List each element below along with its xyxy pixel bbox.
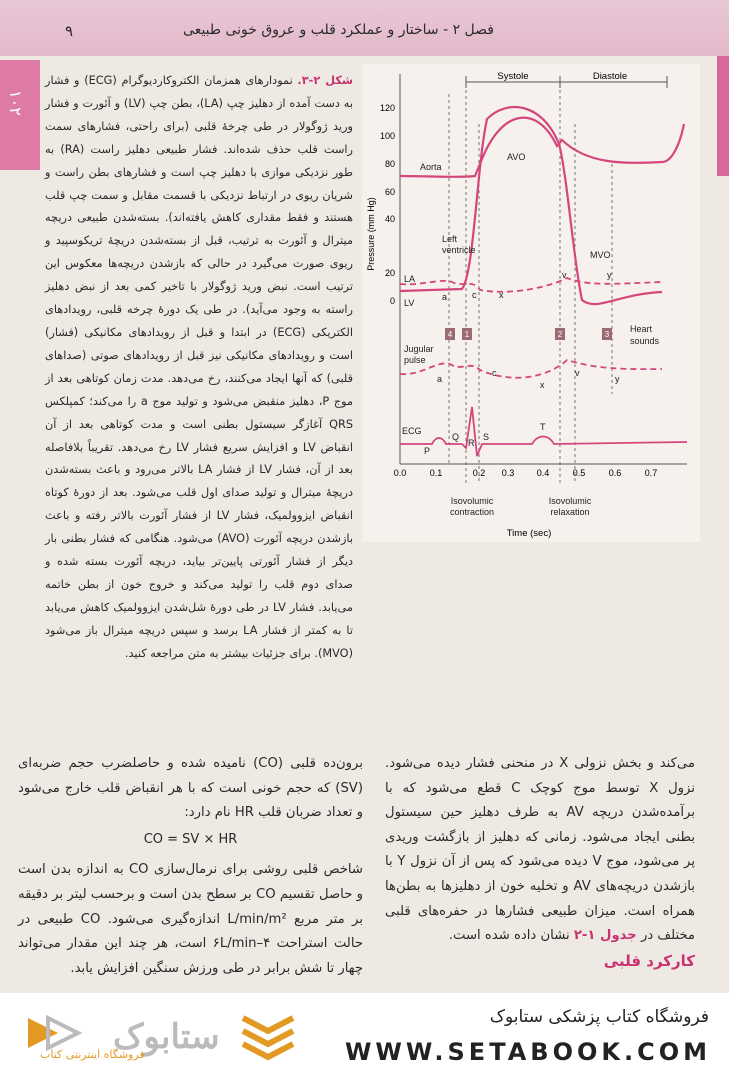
setabook-logo — [18, 1003, 318, 1073]
jug-c-label: c — [492, 368, 497, 378]
lv-curve — [400, 107, 662, 304]
lv-label: LV — [404, 298, 415, 308]
ytick: 40 — [384, 214, 395, 224]
paragraph-text: نشان داده شده است. — [448, 928, 574, 944]
section-heading: کارکرد قلبی — [603, 951, 695, 970]
figure-caption — [45, 70, 353, 666]
systole-label: Systole — [497, 71, 529, 82]
ytick: 80 — [384, 159, 395, 169]
t-wave-label: T — [540, 422, 546, 432]
page-number: ۹ — [65, 22, 74, 40]
avo-label: AVO — [507, 152, 526, 162]
jugular-label-1: Jugular — [404, 344, 434, 354]
paragraph: شاخص قلبی روشی برای نرمال‌سازی CO به اندازه بدن است و حاصل تقسیم CO بر سطح بدن است و برحسب لیتر بر دقیقه بر متر مربع L/min/m² اندازه‌گیری می‌شود. CO طبیعی در حالت استراحت ۶L/min–۴ است، هر چند این مقدار می‌تواند چهار تا شش برابر در طی ورزش سنگین افزایش یابد. — [18, 862, 363, 976]
jug-x-label: x — [540, 380, 545, 390]
ytick: 100 — [379, 131, 395, 141]
logo-subtitle: فروشگاه اینترنتی کتاب — [40, 1048, 145, 1061]
xtick: 0.4 — [536, 468, 550, 478]
side-tab-label: ۱۰۲ — [6, 90, 25, 116]
caption-text: نمودارهای همزمان الکتروکاردیوگرام (ECG) و فشار به دست آمده از دهلیز چپ (LA)، بطن چپ (LV) و آئورت و فشار ورید ژوگولار در طی چرخهٔ قلبی (برای راحتی، فشارهای سمت راست قلب حذف شده‌اند. فشار طبیعی دهلیز راست (RA) به طور نزدیکی موازی با دهلیز چپ است و فشارهای بطن راست و شریان ریوی در ارتباط نزدیکی با قسمت مقابل و سمت چپ قلب هستند و فقط مقداری کاهش یافته‌اند). بسته‌شدن طبیعی دریچه میترال و آئورت به ترتیب، قبل از بسته‌شدن دریچهٔ تریکوسپید و ریوی صورت می‌گیرد در حالی که بازشدن دریچه‌ها معکوس این ترتیب است. نبض ورید ژوگولار با تاخیر کمی بعد از نبض دهلیز راسته به وجود می‌آید). در طی یک دورهٔ چرخه قلبی، رویدادهای الکتریکی (ECG) در ابتدا و قبل از رویدادهای مکانیکی (فشار) است و رویدادهای مکانیکی نیز قبل از رویدادهای صوتی (صداهای قلبی) که آنها ایجاد می‌کنند، رخ می‌دهد. مدت زمان کوتاهی بعد از موج P، دهلیز منقبض می‌شود و تولید موج a را می‌کند؛ کمپلکس QRS آغازگر سیستول بطنی است و مدت کوتاهی بعد از آن انقباض LV و افزایش سریع فشار LV رخ می‌دهد. تقریباً بلافاصله بعد از آن، فشار LV از فشار LA بالاتر می‌رود و باعث بسته‌شدن دریچهٔ میترال و تولید صدای اول قلب می‌شود. بعد از دورهٔ کوتاه انقباض ایزوولمیک، فشار LV از فشار آئورت بالاتر رفته و باعث بازشدن دریچه آئورت (AVO) می‌شود. هنگامی که فشار بطنی بار دیگر از فشار آئورتی پایین‌تر بیاید، دریچه آئورت بسته شده و صدای دوم قلب را تولید می‌کند و خروج خون از بطن خاتمه می‌یابد. فشار LV در طی دورهٔ شل‌شدن ایزوولمیک کاهش می‌یابد تا به کمتر از فشار LA برسد و سپس دریچه میترال باز می‌شود (MVO). برای جزئیات بیشتر به متن مراجعه کنید. — [45, 74, 354, 660]
sound-1-label: 1 — [464, 330, 470, 339]
la-label: LA — [404, 274, 416, 284]
x-descent-label: x — [499, 290, 504, 300]
store-footer — [0, 993, 729, 1080]
aorta-curve — [400, 118, 684, 177]
xtick: 0.5 — [572, 468, 586, 478]
ytick: 120 — [379, 103, 395, 113]
sound-4-label: 4 — [447, 330, 453, 339]
jugular-label-2: pulse — [404, 355, 426, 365]
y-axis-label: Pressure (mm Hg) — [366, 197, 376, 271]
lv-label-1: Left — [442, 234, 458, 244]
xtick: 0.6 — [608, 468, 622, 478]
s-wave-label: S — [483, 432, 490, 442]
heart-sounds-label-1: Heart — [630, 324, 653, 334]
formula: CO = SV × HR — [143, 831, 238, 847]
paragraph — [385, 752, 695, 949]
paragraph: برون‌ده قلبی (CO) نامیده شده و حاصلضرب حجم ضربه‌ای (SV) که حجم خونی است که با هر انقباض قلب خارج می‌شود و تعداد ضربان قلب HR نام دارد: — [18, 756, 363, 821]
jug-y-label: y — [615, 374, 620, 384]
caption-label: شکل ۲-۳. — [297, 74, 354, 87]
v-wave-label: v — [562, 270, 567, 280]
y-descent-label: y — [607, 270, 612, 280]
heart-sounds-label-2: sounds — [630, 336, 660, 346]
sound-3-label: 3 — [604, 330, 610, 339]
chapter-tab — [717, 56, 729, 176]
sound-2-label: 2 — [557, 330, 563, 339]
xtick: 0.1 — [429, 468, 443, 478]
ytick: 20 — [384, 268, 395, 278]
a-wave-label: a — [442, 292, 448, 302]
jug-v-label: v — [575, 368, 580, 378]
q-wave-label: Q — [452, 432, 460, 442]
ecg-label: ECG — [402, 426, 422, 436]
table-reference: جدول ۱-۲ — [573, 928, 637, 944]
xtick: 0.2 — [472, 468, 486, 478]
x-axis-label: Time (sec) — [506, 528, 552, 539]
diastole-label: Diastole — [592, 71, 628, 82]
page-header — [0, 0, 729, 56]
iso-relaxation-label-1: Isovolumic — [548, 496, 592, 506]
iso-contraction-label-2: contraction — [449, 507, 495, 517]
lv-label-2: ventricle — [442, 245, 476, 255]
c-wave-label: c — [472, 290, 477, 300]
paragraph-text: می‌کند و بخش نزولی X در منحنی فشار دیده می‌شود. نزول X توسط موج کوچک C قطع می‌شود که با برآمده‌شدن دریچه AV به طرف دهلیز حین سیستول بطنی ایجاد می‌شود. زمانی که دهلیز از بازگشت وریدی پر می‌شود، موج V دیده می‌شود که پس از آن نزول Y با بازشدن دریچه‌های AV و تخلیه خون از دهلیزها به بطن‌ها همراه است. میزان طبیعی فشارها در حفره‌های قلبی مختلف در — [385, 756, 695, 944]
svg-text:ستابوک: ستابوک — [113, 1018, 220, 1056]
body-column-right — [385, 752, 695, 973]
store-url[interactable]: WWW.SETABOOK.COM — [344, 1038, 711, 1066]
xtick: 0.3 — [501, 468, 515, 478]
xtick: 0.0 — [393, 468, 407, 478]
cardiac-cycle-figure — [362, 64, 700, 542]
iso-contraction-label-1: Isovolumic — [450, 496, 494, 506]
ytick: 0 — [389, 296, 395, 306]
mvo-label: MVO — [590, 250, 611, 260]
p-wave-label: P — [424, 446, 431, 456]
side-tab — [0, 60, 40, 170]
chapter-title: فصل ۲ - ساختار و عملکرد قلب و عروق خونی طبیعی — [183, 22, 494, 38]
iso-relaxation-label-2: relaxation — [550, 507, 590, 517]
body-column-left — [18, 752, 363, 981]
r-wave-label: R — [468, 438, 475, 448]
aorta-label: Aorta — [420, 162, 442, 172]
xtick: 0.7 — [644, 468, 658, 478]
cardiac-cycle-diagram — [362, 64, 700, 542]
jug-a-label: a — [437, 374, 443, 384]
ytick: 60 — [384, 187, 395, 197]
store-name: فروشگاه کتاب پزشکی ستابوک — [489, 1007, 709, 1027]
